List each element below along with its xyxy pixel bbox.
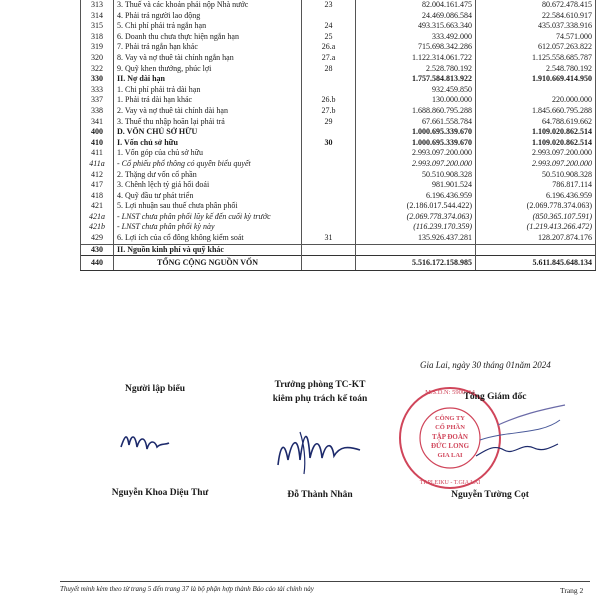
row-previous-amount: 1.910.669.414.950 [476, 74, 596, 85]
table-row [81, 180, 596, 191]
page-number: Trang 2 [560, 586, 584, 595]
row-previous-amount [476, 85, 596, 96]
footer-rule [60, 581, 590, 582]
row-previous-amount: 1.109.020.862.514 [476, 127, 596, 138]
row-code: 421b [81, 222, 114, 233]
row-code: 429 [81, 233, 114, 244]
table-row [81, 138, 596, 149]
row-item: 8. Vay và nợ thuê tài chính ngắn hạn [114, 53, 302, 64]
table-row [81, 244, 596, 256]
accountant-title-2: kiêm phụ trách kế toán [272, 394, 368, 404]
row-item: 1. Phải trả dài hạn khác [114, 95, 302, 106]
row-code: 411a [81, 159, 114, 170]
row-previous-amount: 74.571.000 [476, 32, 596, 43]
table-row [81, 95, 596, 106]
row-item: 7. Phải trả ngắn hạn khác [114, 42, 302, 53]
row-code: 410 [81, 138, 114, 149]
preparer-title: Người lập biểu [124, 384, 186, 394]
seal-ring-text-bottom: TP.PLEIKU - T.GIA LAI [419, 480, 481, 486]
row-note: 26.a [302, 42, 356, 53]
table-row [81, 106, 596, 117]
table-row [81, 170, 596, 181]
row-previous-amount [476, 244, 596, 256]
row-note [302, 159, 356, 170]
row-note: 27.a [302, 53, 356, 64]
row-current-amount: 5.516.172.158.985 [356, 256, 476, 271]
row-current-amount: 333.492.000 [356, 32, 476, 43]
accountant-name: Đỗ Thành Nhân [287, 490, 353, 500]
row-previous-amount: 612.057.263.822 [476, 42, 596, 53]
table-row [81, 127, 596, 138]
row-note: 25 [302, 32, 356, 43]
row-note: 31 [302, 233, 356, 244]
row-current-amount: 1.688.860.795.288 [356, 106, 476, 117]
director-name: Nguyễn Tường Cọt [451, 490, 529, 500]
row-item: I. Vốn chủ sở hữu [114, 138, 302, 149]
row-current-amount: 1.122.314.061.722 [356, 53, 476, 64]
row-current-amount: (116.239.170.359) [356, 222, 476, 233]
row-previous-amount: 786.817.114 [476, 180, 596, 191]
table-row [81, 53, 596, 64]
row-current-amount: (2.186.017.544.422) [356, 201, 476, 212]
row-item: 3. Chênh lệch tỷ giá hối đoái [114, 180, 302, 191]
row-code: 319 [81, 42, 114, 53]
table-row [81, 11, 596, 22]
row-item: 2. Thặng dư vốn cổ phần [114, 170, 302, 181]
table-row [81, 256, 596, 271]
row-note [302, 127, 356, 138]
accountant-title-1: Trưởng phòng TC-KT [274, 380, 366, 390]
row-code: 418 [81, 191, 114, 202]
row-current-amount: 2.993.097.200.000 [356, 159, 476, 170]
row-current-amount: 1.000.695.339.670 [356, 127, 476, 138]
row-current-amount: 50.510.908.328 [356, 170, 476, 181]
row-item: - LNST chưa phân phối kỳ này [114, 222, 302, 233]
date-line: Gia Lai, ngày 30 tháng 01năm 2024 [420, 360, 551, 370]
row-current-amount: 1.000.695.339.670 [356, 138, 476, 149]
seal-line-4: ĐỨC LONG [430, 442, 470, 450]
row-note [302, 191, 356, 202]
row-current-amount: 981.901.524 [356, 180, 476, 191]
row-current-amount: 24.469.086.584 [356, 11, 476, 22]
table-row [81, 21, 596, 32]
row-current-amount: 6.196.436.959 [356, 191, 476, 202]
row-current-amount: 493.315.663.340 [356, 21, 476, 32]
footer-note: Thuyết minh kèm theo từ trang 5 đến trang 37 là bộ phận hợp thành Báo cáo tài chính này [60, 585, 314, 593]
table-row [81, 222, 596, 233]
row-previous-amount: 2.993.097.200.000 [476, 148, 596, 159]
row-previous-amount: (1.219.413.266.472) [476, 222, 596, 233]
row-note [302, 148, 356, 159]
row-code: 318 [81, 32, 114, 43]
row-code: 440 [81, 256, 114, 271]
row-previous-amount: (2.069.778.374.063) [476, 201, 596, 212]
table-row [81, 42, 596, 53]
row-previous-amount: 50.510.908.328 [476, 170, 596, 181]
row-item: TỔNG CỘNG NGUỒN VỐN [114, 256, 302, 271]
row-item: 4. Quỹ đầu tư phát triển [114, 191, 302, 202]
row-previous-amount: (850.365.107.591) [476, 212, 596, 223]
row-previous-amount: 22.584.610.917 [476, 11, 596, 22]
row-item: 6. Lợi ích của cổ đông không kiểm soát [114, 233, 302, 244]
row-current-amount: 715.698.342.286 [356, 42, 476, 53]
row-item: 4. Phải trả người lao động [114, 11, 302, 22]
table-row [81, 0, 596, 11]
row-code: 341 [81, 117, 114, 128]
row-note: 24 [302, 21, 356, 32]
row-item: 3. Thuế thu nhập hoãn lại phải trả [114, 117, 302, 128]
row-item: 1. Vốn góp của chủ sở hữu [114, 148, 302, 159]
table-row [81, 74, 596, 85]
row-note: 30 [302, 138, 356, 149]
row-code: 315 [81, 21, 114, 32]
row-previous-amount: 1.845.660.795.288 [476, 106, 596, 117]
table-row [81, 233, 596, 244]
table-row [81, 117, 596, 128]
row-note [302, 212, 356, 223]
row-current-amount [356, 244, 476, 256]
row-note [302, 11, 356, 22]
row-note [302, 244, 356, 256]
preparer-name: Nguyễn Khoa Diệu Thư [111, 488, 209, 498]
row-note [302, 74, 356, 85]
table-row [81, 159, 596, 170]
table-row [81, 148, 596, 159]
row-code: 320 [81, 53, 114, 64]
row-current-amount: 82.004.161.475 [356, 0, 476, 11]
row-code: 411 [81, 148, 114, 159]
row-item: 9. Quỹ khen thưởng, phúc lợi [114, 64, 302, 75]
seal-line-2: CỔ PHẦN [435, 424, 465, 431]
row-current-amount: 2.528.780.192 [356, 64, 476, 75]
row-code: 322 [81, 64, 114, 75]
row-previous-amount: 64.788.619.662 [476, 117, 596, 128]
row-current-amount: 67.661.558.784 [356, 117, 476, 128]
row-note [302, 180, 356, 191]
row-item: 5. Chi phí phải trả ngắn hạn [114, 21, 302, 32]
row-note [302, 85, 356, 96]
seal-line-3: TẬP ĐOÀN [432, 433, 468, 441]
row-previous-amount: 2.548.780.192 [476, 64, 596, 75]
director-signature [470, 430, 560, 470]
table-row [81, 201, 596, 212]
row-code: 421a [81, 212, 114, 223]
row-item: 3. Thuế và các khoản phải nộp Nhà nước [114, 0, 302, 11]
row-code: 338 [81, 106, 114, 117]
row-current-amount: 130.000.000 [356, 95, 476, 106]
seal-ring-text: M.S.D.N: 5900414 [425, 389, 475, 396]
row-code: 412 [81, 170, 114, 181]
row-item: 1. Chi phí phải trả dài hạn [114, 85, 302, 96]
row-code: 333 [81, 85, 114, 96]
row-previous-amount: 1.109.020.862.514 [476, 138, 596, 149]
table-row [81, 85, 596, 96]
row-note [302, 201, 356, 212]
row-note: 27.b [302, 106, 356, 117]
table-row [81, 64, 596, 75]
row-previous-amount: 435.037.338.916 [476, 21, 596, 32]
row-item: 2. Vay và nợ thuê tài chính dài hạn [114, 106, 302, 117]
row-code: 330 [81, 74, 114, 85]
row-current-amount: 1.757.584.813.922 [356, 74, 476, 85]
seal-line-1: CÔNG TY [434, 415, 466, 422]
row-current-amount: 932.459.850 [356, 85, 476, 96]
row-item: II. Nợ dài hạn [114, 74, 302, 85]
row-code: 313 [81, 0, 114, 11]
table-row [81, 212, 596, 223]
row-previous-amount: 220.000.000 [476, 95, 596, 106]
row-item: 5. Lợi nhuận sau thuế chưa phân phối [114, 201, 302, 212]
preparer-signature [115, 425, 175, 460]
table-row [81, 32, 596, 43]
row-code: 337 [81, 95, 114, 106]
row-code: 314 [81, 11, 114, 22]
row-item: D. VỐN CHỦ SỞ HỮU [114, 127, 302, 138]
row-code: 400 [81, 127, 114, 138]
table-row [81, 191, 596, 202]
row-current-amount: 135.926.437.281 [356, 233, 476, 244]
row-current-amount: 2.993.097.200.000 [356, 148, 476, 159]
row-item: - LNST chưa phân phối lũy kế đến cuối kỳ trước [114, 212, 302, 223]
row-note [302, 170, 356, 181]
row-note: 26.b [302, 95, 356, 106]
row-previous-amount: 80.672.478.415 [476, 0, 596, 11]
director-title: Tổng Giám đốc [463, 392, 527, 402]
row-note: 23 [302, 0, 356, 11]
liabilities-equity-table [80, 0, 596, 271]
row-note: 28 [302, 64, 356, 75]
row-item: - Cổ phiếu phổ thông có quyền biểu quyết [114, 159, 302, 170]
row-previous-amount: 1.125.558.685.787 [476, 53, 596, 64]
row-previous-amount: 6.196.436.959 [476, 191, 596, 202]
accountant-signature [270, 420, 370, 480]
row-code: 430 [81, 244, 114, 256]
table-body [81, 0, 596, 271]
row-code: 421 [81, 201, 114, 212]
row-item: II. Nguồn kinh phí và quỹ khác [114, 244, 302, 256]
row-previous-amount: 2.993.097.200.000 [476, 159, 596, 170]
row-previous-amount: 128.207.874.176 [476, 233, 596, 244]
row-note: 29 [302, 117, 356, 128]
row-note [302, 222, 356, 233]
row-current-amount: (2.069.778.374.063) [356, 212, 476, 223]
row-item: 6. Doanh thu chưa thực hiện ngắn hạn [114, 32, 302, 43]
row-note [302, 256, 356, 271]
seal-line-5: GIA LAI [437, 452, 463, 459]
row-code: 417 [81, 180, 114, 191]
row-previous-amount: 5.611.845.648.134 [476, 256, 596, 271]
